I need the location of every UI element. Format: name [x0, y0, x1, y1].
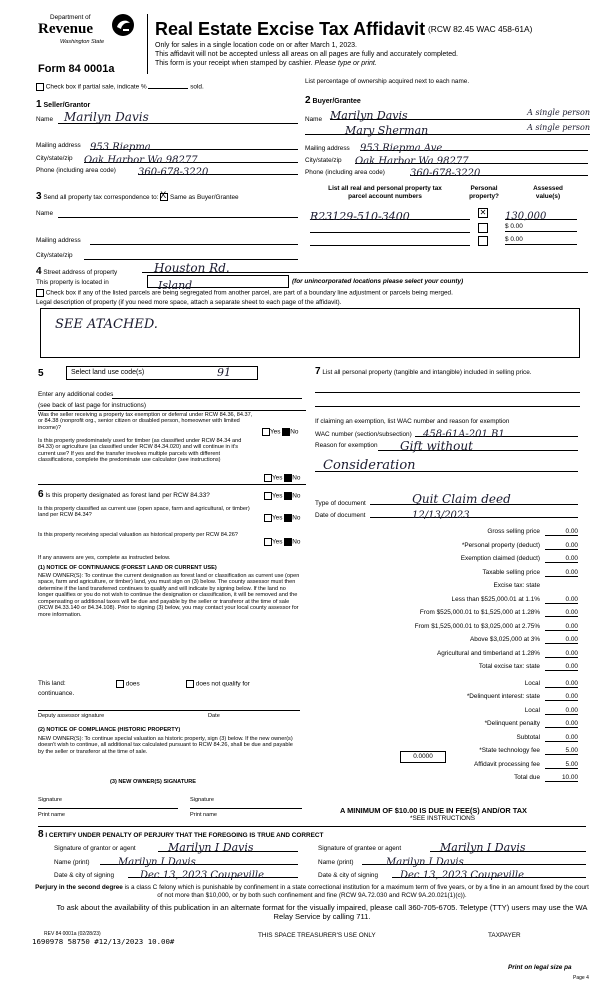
- buyer-mail: 953 Riepma Ave: [360, 143, 443, 154]
- seller-name: Marilyn Davis: [64, 110, 149, 124]
- tax-row-label: Local: [524, 706, 540, 714]
- perjury-notice: [32, 884, 592, 899]
- tax-row-label: Local: [524, 679, 540, 687]
- tax-row-value[interactable]: 0.00: [545, 650, 578, 658]
- personal-h2: Personal: [470, 185, 498, 192]
- assessed-header: [518, 185, 578, 200]
- sec6-num: 6: [38, 489, 44, 500]
- perjury-bold: Perjury in the second degree: [35, 884, 123, 891]
- sig1-label: Signature: [38, 797, 62, 803]
- same-as-buyer-checkbox[interactable]: X: [160, 190, 167, 201]
- personal-checkbox-1[interactable]: ✕: [479, 208, 487, 217]
- buyer-name-field[interactable]: [330, 106, 590, 120]
- revenue-logo-icon: [110, 12, 136, 38]
- local-rate-field[interactable]: 0.0000: [400, 751, 446, 763]
- parcel-row-2[interactable]: [310, 232, 470, 233]
- buyer-num: 2: [305, 95, 311, 106]
- land-use-select[interactable]: [66, 366, 258, 380]
- sec6-q1-text: Is this property designated as forest land per RCW 84.33?: [45, 492, 210, 499]
- sec6-top: [38, 484, 306, 485]
- tax-row-label: Agricultural and timberland at 1.28%: [436, 649, 540, 657]
- sec7-label: [315, 366, 580, 378]
- tax-row-value[interactable]: 0.00: [545, 542, 578, 550]
- q2-yes: Yes: [272, 474, 283, 482]
- s6q1-no: No: [292, 492, 301, 500]
- tax-row-label: Excise tax: state: [493, 582, 540, 589]
- county-value: Island: [158, 279, 193, 292]
- notice3-title: (3) NEW OWNER(S) SIGNATURE: [110, 779, 196, 785]
- reason-field-2[interactable]: [315, 456, 578, 472]
- sec5-q1: Was the seller receiving a property tax exemption or deferral under RCW 84.36, 84.37, or 84.38 (nonprofit org., senior citizen or disabled person, homeowner with limited income)?: [38, 412, 253, 431]
- grantor-sig-label: Signature of grantor or agent: [54, 845, 136, 852]
- assessed-h3b: value(s): [535, 192, 561, 200]
- land-use-code: 91: [217, 366, 231, 379]
- send-num: 3: [36, 191, 42, 202]
- buyer-heading-text: Buyer/Grantee: [312, 98, 361, 105]
- parcel-row-3[interactable]: [310, 245, 470, 246]
- does-label: does: [125, 680, 140, 688]
- tax-row-value[interactable]: 0.00: [545, 707, 578, 715]
- see-back: (see back of last page for instructions): [38, 402, 146, 409]
- minimum-due: A MINIMUM OF $10.00 IS DUE IN FEE(S) AND/OR TAX: [340, 806, 527, 815]
- grantee-date-value: Dec 13, 2023 Coupeville: [400, 870, 525, 881]
- s6q2-yes: Yes: [272, 514, 283, 522]
- reason-value-2: Consideration: [323, 458, 416, 473]
- assessed-value-2[interactable]: $ 0.00: [505, 223, 577, 232]
- tax-row-value[interactable]: 5.00: [545, 761, 578, 769]
- doc-date-label: Date of document: [315, 512, 366, 519]
- notice1-text: NEW OWNER(S): To continue the current designation as forest land or classification as current use (open space, farm and agriculture, or timber) land, you must sign on (3) below. The county assessor must then determine if the land transferred continues to qualify and will indicate by signing below. If the land no longer qualifies or you do not wish to continue the designation or classification, it will be removed and the compensating or additional taxes will be due and payable by the seller or transferor at the time of sale (RCW 84.33.140 or 84.34.108). Prior to signing (3) below, you may contact your local county assessor for more information.: [38, 573, 300, 618]
- county-note: (for unincorporated locations please select your county): [292, 278, 464, 285]
- tax-row-value[interactable]: 0.00: [545, 734, 578, 742]
- sec7-line1[interactable]: [315, 392, 580, 393]
- segregated-checkbox[interactable]: [36, 289, 44, 297]
- sec7-label-text: List all personal property (tangible and intangible) included in selling price.: [322, 369, 532, 376]
- reason-value-1: Gift without: [400, 439, 473, 453]
- assessed-value-1-text: 130,000: [505, 211, 547, 222]
- tax-row-label: From $1,525,000.01 to $3,025,000 at 2.75%: [414, 622, 540, 630]
- see-instructions: *SEE INSTRUCTIONS: [410, 815, 475, 822]
- s6q1-yes: Yes: [272, 492, 283, 500]
- s6q3-no: No: [292, 538, 301, 546]
- tax-row-label: Subtotal: [516, 733, 540, 741]
- grantor-signature[interactable]: [158, 838, 298, 852]
- grantee-name[interactable]: [362, 852, 586, 868]
- sec5-q2-answer: [264, 474, 300, 482]
- does-not-option: [186, 680, 250, 688]
- parcel-h1: List all real and personal property tax: [328, 185, 442, 192]
- s6q1-yes-checkbox[interactable]: [264, 492, 272, 500]
- buyer-city-label: City/state/zip: [305, 157, 342, 164]
- q2-no: No: [292, 474, 301, 482]
- tax-row-value[interactable]: 0.00: [545, 555, 578, 563]
- buyer-phone: 360-678-3220: [410, 168, 481, 179]
- q1-yes: Yes: [270, 428, 281, 436]
- legal-description-box[interactable]: [40, 308, 580, 358]
- send-name-label: Name: [36, 210, 54, 217]
- q1-no: No: [290, 428, 299, 436]
- tax-row-label: *State technology fee: [479, 747, 540, 754]
- tax-row-value[interactable]: 0.00: [545, 636, 578, 644]
- subtitle-1: Only for sales in a single location code on or after March 1, 2023.: [155, 42, 357, 49]
- tax-row-label: Above $3,025,000 at 3%: [470, 636, 540, 643]
- tax-row-value[interactable]: 0.00: [545, 609, 578, 617]
- grantor-name[interactable]: [100, 852, 298, 868]
- doc-type-label: Type of document: [315, 500, 366, 507]
- send-correspondence: [36, 191, 239, 203]
- exempt-label: If claiming an exemption, list WAC number and reason for exemption: [315, 418, 510, 425]
- send-name-line[interactable]: [58, 217, 298, 218]
- grantor-date-value: Dec 13, 2023 Coupeville: [140, 870, 265, 881]
- page-title: Real Estate Excise Tax Affidavit: [155, 19, 426, 39]
- tax-row-label: From $525,000.01 to $1,525,000 at 1.28%: [419, 609, 540, 616]
- print1-label: Print name: [38, 812, 66, 818]
- alt-format: To ask about the availability of this publication in an alternate format for the visually impaired, please call 360-705-6705. Teletype (TTY) users may use the WA Relay Service by calling 711.: [56, 903, 588, 922]
- seller-num: 1: [36, 99, 42, 110]
- street-label: [36, 266, 117, 278]
- grantor-name-label: Name (print): [54, 859, 90, 866]
- seller-phone-label: Phone (including area code): [36, 167, 116, 174]
- seller-name-field[interactable]: [58, 108, 298, 124]
- buyer-city: Oak Harbor Wa 98277: [355, 156, 469, 167]
- sec7-line2[interactable]: [315, 406, 580, 407]
- s6q2-yes-checkbox[interactable]: [264, 514, 272, 522]
- sec5-divider: [38, 410, 306, 411]
- legal-label: Legal description of property (if you need more space, attach a separate sheet to each page of the affidavit).: [36, 299, 342, 306]
- sec5-num: 5: [38, 368, 44, 379]
- send-city-label: City/state/zip: [36, 252, 73, 259]
- seller-phone-field[interactable]: [138, 162, 298, 178]
- personal-checkbox-3[interactable]: [478, 236, 488, 246]
- partial-sale: [36, 83, 204, 91]
- reason-field-1[interactable]: [378, 437, 578, 451]
- buyer-mail-label: Mailing address: [305, 145, 350, 152]
- tax-row-label: Total due: [514, 774, 540, 781]
- if-any: If any answers are yes, complete as instructed below.: [38, 555, 171, 561]
- assessed-value-3[interactable]: $ 0.00: [505, 236, 577, 245]
- sig2-line[interactable]: [190, 808, 302, 809]
- tax-row-value[interactable]: 0.00: [545, 680, 578, 688]
- buyer-name-2: Mary Sherman: [345, 124, 429, 137]
- rev-number: REV 84 0001a (02/28/23): [44, 931, 101, 937]
- additional-codes-label: Enter any additional codes: [38, 391, 114, 398]
- certify-label: I CERTIFY UNDER PENALTY OF PERJURY THAT THE FOREGOING IS TRUE AND CORRECT: [45, 832, 324, 839]
- segregated: [36, 289, 453, 297]
- grantor-date-label: Date & city of signing: [54, 872, 115, 879]
- dept-line2: Revenue: [38, 21, 93, 37]
- taxpayer-label: TAXPAYER: [488, 932, 521, 939]
- sig2-label: Signature: [190, 797, 214, 803]
- does-checkbox[interactable]: [116, 680, 124, 688]
- street-value: Houston Rd.: [154, 261, 230, 275]
- tax-row-label: *Personal property (deduct): [461, 541, 540, 549]
- sec7-num: 7: [315, 366, 321, 377]
- s6q3-yes-checkbox[interactable]: [264, 538, 272, 546]
- wac-label: WAC number (section/subsection): [315, 431, 412, 438]
- notice2-text: NEW OWNER(S): To continue special valuation as historic property, sign (3) below. If the new owner(s) doesn't wish to continue, all additional tax calculated pursuant to RCW 84.26, shall be due and payable by the seller or transferor at the time of sale.: [38, 736, 293, 755]
- additional-codes-line[interactable]: [112, 398, 302, 399]
- wac-value: 458-61A-201 B1: [423, 429, 505, 440]
- land-use-label: Select land use code(s): [71, 369, 145, 376]
- perjury-text: is a class C felony which is punishable by confinement in a state correctional institution for a maximum term of five years, or by a fine in an amount fixed by the court of not more than $10,000, or by both such confinement and fine (RCW 9A.72.030 and RCW 9A.20.021(1)(c)).: [124, 884, 589, 899]
- buyer-name-1: Marilyn Davis: [330, 109, 408, 122]
- page-number: Page 4: [573, 975, 589, 981]
- ownership-note: List percentage of ownership acquired next to each name.: [305, 78, 470, 85]
- sig1-line[interactable]: [38, 808, 178, 809]
- partial-sale-percent-field[interactable]: [148, 88, 188, 89]
- tax-row-value[interactable]: 0.00: [545, 528, 578, 536]
- personal-checkbox-2[interactable]: [478, 223, 488, 233]
- sec8-top: [38, 826, 586, 827]
- legal-description-value: SEE ATACHED.: [55, 317, 158, 332]
- dept-line1: Department of: [50, 14, 91, 21]
- dept-line3: Washington State: [60, 39, 105, 45]
- this-land: [38, 680, 66, 688]
- print2-label: Print name: [190, 812, 218, 818]
- seller-mail-label: Mailing address: [36, 142, 81, 149]
- tax-row-label: *Delinquent penalty: [484, 720, 540, 727]
- q2-yes-checkbox[interactable]: [264, 474, 272, 482]
- seller-mail-field[interactable]: [90, 137, 298, 153]
- partial-sold-label: sold.: [190, 83, 204, 91]
- grantee-signature[interactable]: [430, 838, 586, 852]
- tax-row-value[interactable]: 0.00: [545, 720, 578, 728]
- subtitle-3-italic: Please type or print.: [314, 60, 377, 67]
- cashier-stamp: 1690978 58750 #12/13/2023 10.00#: [32, 937, 175, 946]
- parcel-number-1: R23129-510-3400: [310, 210, 410, 223]
- street-field[interactable]: [142, 259, 588, 273]
- deputy-date-label: Date: [208, 713, 220, 719]
- sec5-q1-answer: [262, 428, 298, 436]
- grantee-date-label: Date & city of signing: [318, 872, 379, 879]
- buyer-name-1-note: A single person: [527, 108, 590, 117]
- grantor-sig-value: Marilyn I Davis: [168, 841, 254, 854]
- tax-row-value[interactable]: 0.00: [545, 596, 578, 604]
- continuance: continuance.: [38, 690, 75, 697]
- tax-row-value[interactable]: 0.00: [545, 569, 578, 577]
- buyer-mail-field[interactable]: [360, 138, 588, 154]
- grantee-name-value: Marilyn I Davis: [386, 857, 464, 868]
- send-mail-label: Mailing address: [36, 237, 81, 244]
- s6q3-yes: Yes: [272, 538, 283, 546]
- buyer-name-label: Name: [305, 116, 323, 123]
- tax-row-label: Gross selling price: [487, 528, 540, 535]
- send-mail-line[interactable]: [90, 244, 298, 245]
- sec5-q2: Is this property predominately used for timber (as classified under RCW 84.34 and 84.33) or agriculture (as classified under RCW 84.34.020) and will continue in it's current use? If yes and the transfer involves multiple parcels with different classifications, complete the predominate use calculator (see instructions): [38, 438, 242, 464]
- segregated-label: Check box if any of the listed parcels are being segregated from another parcel, are part of a boundary line adjustment or parcels being merged.: [45, 289, 453, 297]
- parcel-h1b: parcel account numbers: [348, 192, 422, 200]
- street-num: 4: [36, 266, 42, 277]
- buyer-phone-field[interactable]: [410, 163, 588, 179]
- tax-row-label: Affidavit processing fee: [474, 760, 540, 768]
- tax-row-label: Total excise tax: state: [478, 663, 540, 670]
- treasurer-use: THIS SPACE TREASURER'S USE ONLY: [258, 932, 376, 939]
- grantee-name-label: Name (print): [318, 859, 354, 866]
- seller-city: Oak Harbor Wa 98277: [84, 155, 198, 166]
- doc-type-value: Quit Claim deed: [412, 492, 511, 506]
- seller-name-label: Name: [36, 116, 54, 123]
- subtitle-3: [155, 60, 377, 68]
- tax-row-value[interactable]: 10.00: [545, 774, 578, 782]
- q1-yes-checkbox[interactable]: [262, 428, 270, 436]
- header-divider: [147, 14, 148, 74]
- county-label: This property is located in: [36, 279, 109, 286]
- doc-date-value: 12/13/2023: [412, 510, 470, 521]
- assessed-h3: Assessed: [533, 185, 563, 192]
- same-as-buyer-label: Same as Buyer/Grantee: [170, 194, 239, 201]
- grantee-sig-label: Signature of grantee or agent: [318, 845, 402, 852]
- deputy-line[interactable]: [38, 710, 300, 711]
- notice1-title: (1) NOTICE OF CONTINUANCE (FOREST LAND OR CURRENT USE): [38, 565, 217, 571]
- seller-phone: 360-678-3220: [138, 167, 209, 178]
- assessed-value-1[interactable]: [505, 206, 577, 220]
- subtitle-2: This affidavit will not be accepted unless all areas on all pages are fully and accurately completed.: [155, 51, 458, 58]
- doc-type-field[interactable]: [370, 490, 578, 505]
- partial-sale-checkbox[interactable]: [36, 83, 44, 91]
- county-select[interactable]: [147, 275, 289, 292]
- doc-date-field[interactable]: [370, 505, 578, 521]
- sec6-q3-answer: [264, 538, 300, 546]
- does-not-checkbox[interactable]: [186, 680, 194, 688]
- sec6-q2-answer: [264, 514, 300, 522]
- deputy-label: Deputy assessor signature: [38, 713, 105, 719]
- seller-mail: 953 Riepma: [90, 142, 151, 153]
- send-label: Send all property tax correspondence to:: [43, 194, 159, 201]
- wac-field[interactable]: [415, 424, 578, 440]
- legal-size-note: Print on legal size pa: [508, 964, 572, 971]
- tax-row-value[interactable]: 5.00: [545, 747, 578, 755]
- this-land-label: This land:: [38, 680, 66, 687]
- tax-row-value[interactable]: 0.00: [545, 693, 578, 701]
- rcw-reference: (RCW 82.45 WAC 458-61A): [428, 24, 533, 34]
- personal-header: [464, 185, 504, 200]
- sec6-q1-answer: [264, 492, 300, 500]
- does-not-label: does not qualify for: [195, 680, 250, 688]
- grantor-name-value: Marilyn I Davis: [118, 857, 196, 868]
- sec6-q1: [38, 489, 210, 501]
- s6q2-no: No: [292, 514, 301, 522]
- tax-row-value[interactable]: 0.00: [545, 663, 578, 671]
- notice2-title: (2) NOTICE OF COMPLIANCE (HISTORIC PROPERTY): [38, 727, 181, 733]
- seller-city-label: City/state/zip: [36, 155, 73, 162]
- grantor-date[interactable]: [128, 865, 298, 881]
- grantee-sig-value: Marilyn I Davis: [440, 841, 526, 854]
- parcel-header: [310, 185, 460, 200]
- sec6-q2: Is this property classified as current use (open space, farm and agricultural, or timber) land per RCW 84.34?: [38, 506, 250, 519]
- does-option: [116, 680, 140, 688]
- sec6-q3: Is this property receiving special valuation as historical property per RCW 84.26?: [38, 532, 238, 538]
- tax-row-label: Less than $525,000.01 at 1.1%: [451, 595, 540, 603]
- reason-label: Reason for exemption: [315, 442, 378, 449]
- dor-logo: [38, 14, 138, 52]
- parcel-row-1[interactable]: [310, 207, 470, 223]
- street-label-text: Street address of property: [43, 269, 118, 276]
- tax-row-label: Taxable selling price: [482, 568, 540, 576]
- personal-h2b: property?: [469, 192, 499, 200]
- tax-row-label: Exemption claimed (deduct): [460, 555, 540, 562]
- form-number: Form 84 0001a: [38, 63, 115, 75]
- buyer-name2-field[interactable]: [305, 121, 590, 135]
- grantee-date[interactable]: [392, 865, 586, 881]
- subtitle-3-text: This form is your receipt when stamped by cashier.: [155, 60, 313, 67]
- tax-row-value[interactable]: 0.00: [545, 623, 578, 631]
- seller-heading-text: Seller/Grantor: [43, 102, 91, 109]
- buyer-name-2-note: A single person: [527, 123, 590, 132]
- partial-sale-label: Check box if partial sale, indicate %: [45, 83, 147, 91]
- sec8-num: 8: [38, 829, 44, 840]
- buyer-phone-label: Phone (including area code): [305, 169, 385, 176]
- tax-row-label: *Delinquent interest: state: [466, 693, 540, 700]
